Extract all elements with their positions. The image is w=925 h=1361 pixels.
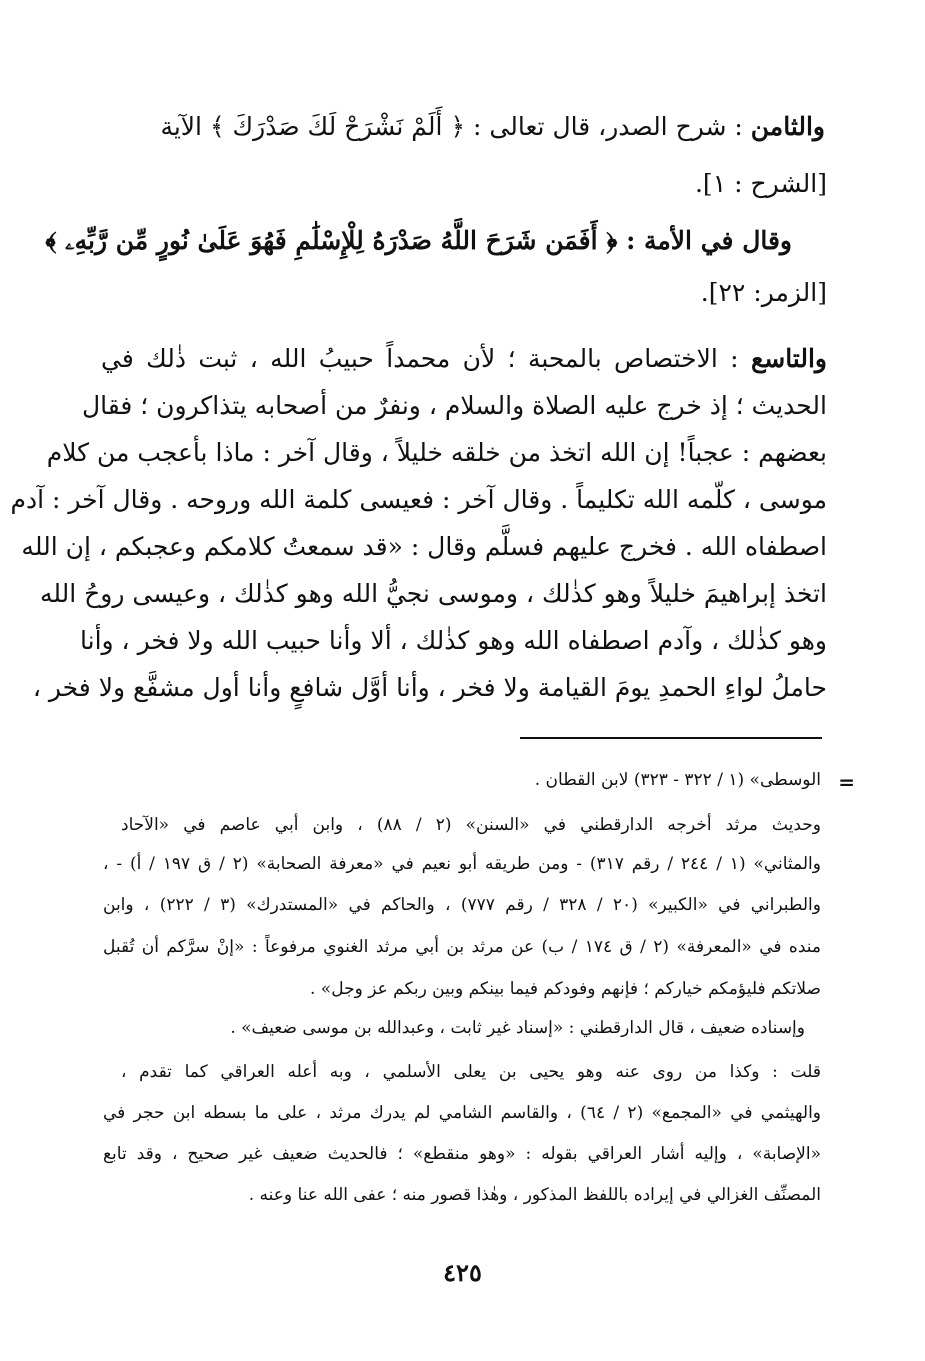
section8-line-1-text: : شرح الصدر، قال تعالى : ﴿ أَلَمْ نَشْرَحْ لَكَ صَدْرَكَ ﴾ الآية <box>160 112 743 141</box>
footnote-separator <box>520 737 822 739</box>
section9-line-1-text: : الاختصاص بالمحبة ؛ لأن محمداً حبيبُ الله ، ثبت ذٰلك في <box>101 344 739 373</box>
section8-line-4: [الزمر: ٢٢]. <box>700 278 827 307</box>
footnote-p1-line-3: والطبراني في «الكبير» (٢٠ / ٣٢٨ / رقم ٧٧٧) ، والحاكم في «المستدرك» (٣ / ٢٢٢) ، وابن <box>103 895 821 915</box>
section9-line-3: بعضهم : عجباً! إن الله اتخذ من خلقه خليلاً ، وقال آخر : ماذا بأعجب من كلام <box>46 438 827 467</box>
footnote-p3-line-1: قلت : وكذا من روى عنه وهو يحيى بن يعلى الأسلمي ، وبه أعله العراقي كما تقدم ، <box>121 1062 821 1082</box>
footnote-p1-line-4: منده في «المعرفة» (٢ / ق ١٧٤ / ب) عن مرثد بن أبي مرثد الغنوي مرفوعاً : «إنْ سرَّكم أن تُقبل <box>103 937 821 957</box>
section9-lead: والتاسع <box>750 344 827 373</box>
footnote-p2: وإسناده ضعيف ، قال الدارقطني : «إسناد غير ثابت ، وعبدالله بن موسى ضعيف» . <box>230 1018 805 1038</box>
footnote-p1-line-5: صلاتكم فليؤمكم خياركم ؛ فإنهم وفودكم فيما بينكم وبين ربكم عز وجل» . <box>310 979 821 999</box>
section9-line-6: اتخذ إبراهيمَ خليلاً وهو كذٰلك ، وموسى نجيُّ الله وهو كذٰلك ، وعيسى روحُ الله <box>39 579 827 608</box>
section8-line-3: وقال في الأمة : ﴿ أَفَمَن شَرَحَ اللَّهُ صَدْرَهُ لِلْإِسْلَٰمِ فَهُوَ عَلَىٰ نُورٍ مِّن رَّبِّهِۦ ﴾ <box>45 226 792 255</box>
section8-line-1 <box>105 114 825 139</box>
footnote-p3-line-2: والهيثمي في «المجمع» (٢ / ٦٤) ، والقاسم الشامي لم يدرك مرثد ، على ما بسطه ابن حجر في <box>103 1103 821 1123</box>
footnote-continuation-mark: = <box>838 770 855 794</box>
section9-line-2: الحديث ؛ إذ خرج عليه الصلاة والسلام ، ونفرٌ من أصحابه يتذاكرون ؛ فقال <box>81 391 827 420</box>
section9-line-8: حاملُ لواءِ الحمدِ يومَ القيامة ولا فخر ، وأنا أوَّل شافعٍ وأنا أول مشفَّع ولا فخر ، <box>32 673 827 702</box>
section9-line-1 <box>101 346 827 371</box>
section8-lead: والثامن <box>750 112 825 141</box>
footnote-cont-line: الوسطى» (١ / ٣٢٢ - ٣٢٣) لابن القطان . <box>534 770 821 790</box>
footnote-p3-line-3: «الإصابة» ، وإليه أشار العراقي بقوله : «وهو منقطع» ؛ فالحديث ضعيف غير صحيح ، وقد تابع <box>103 1144 821 1164</box>
footnote-p1-line-1: وحديث مرثد أخرجه الدارقطني في «السنن» (٢ / ٨٨) ، وابن أبي عاصم في «الآحاد <box>121 815 821 835</box>
section9-line-5: اصطفاه الله . فخرج عليهم فسلَّم وقال : «قد سمعتُ كلامكم وعجبكم ، إن الله <box>21 532 827 561</box>
footnote-p3-line-4: المصنِّف الغزالي في إيراده باللفظ المذكور ، وهٰذا قصور منه ؛ عفى الله عنا وعنه . <box>248 1185 821 1205</box>
section9-line-7: وهو كذٰلك ، وآدم اصطفاه الله وهو كذٰلك ، ألا وأنا حبيب الله ولا فخر ، وأنا <box>80 626 827 655</box>
section9-line-4: موسى ، كلّمه الله تكليماً . وقال آخر : فعيسى كلمة الله وروحه . وقال آخر : آدم <box>10 485 827 514</box>
section8-line-2: [الشرح : ١]. <box>694 169 827 198</box>
page-number: ٤٢٥ <box>443 1258 482 1287</box>
footnote-p1-line-2: والمثاني» (١ / ٢٤٤ / رقم ٣١٧) - ومن طريقه أبو نعيم في «معرفة الصحابة» (٢ / ق ١٩٧ / أ) - ، <box>103 854 821 874</box>
